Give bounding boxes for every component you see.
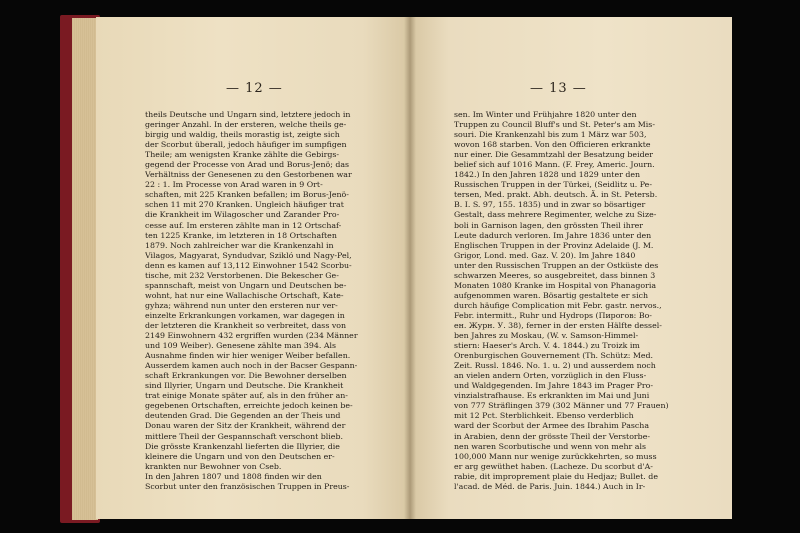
text-line: Monaten 1080 Kranke im Hospital von Phanagoria <box>454 280 656 290</box>
text-line: theils Deutsche und Ungarn sind, letztere jedoch in <box>145 110 351 119</box>
text-line: Scorbut unter den französischen Truppen in Preus- <box>145 481 350 491</box>
text-line: ten 1225 Kranke, im letzteren in 18 Ortschaften <box>145 230 337 240</box>
text-line: durch häufige Complication mit Febr. gastr. nervos., <box>454 300 662 310</box>
text-line: gegend der Processe von Arad und Borus-Jenö; das <box>145 160 350 170</box>
text-line: der Scorbut überall, jedoch häufiger im sumpfigen <box>145 140 347 150</box>
text-line: B. I. S. 97, 155. 1835) und in zwar so bösartiger <box>454 200 646 210</box>
text-line: Gestalt, dass mehrere Regimenter, welche zu Size- <box>454 210 657 220</box>
text-line: unter den Russischen Truppen an der Ostküste des <box>454 260 659 270</box>
text-line: Leute dadurch verloren. Im Jahre 1836 unter den <box>454 230 652 240</box>
text-line: kleinere die Ungarn und von den Deutschen er- <box>145 451 335 461</box>
text-line: sen. Im Winter und Frühjahre 1820 unter den <box>454 110 637 119</box>
text-line: rabie, dit improprement plaie du Hedjaz; Bullet. de <box>454 471 658 481</box>
left-page <box>96 17 410 519</box>
text-line: 22 : 1. Im Processe von Arad waren in 9 Ort- <box>145 180 323 190</box>
right-page <box>410 17 732 519</box>
page-number: — 13 — <box>530 81 587 96</box>
text-line: mit 12 Pct. Sterblichkeit. Ebenso verderblich <box>454 411 634 421</box>
text-line: die Krankheit im Wilagoscher und Zarander Pro- <box>145 210 340 220</box>
text-line: Ausnahme finden wir hier weniger Weiber befallen. <box>145 351 351 361</box>
body-text <box>145 110 385 492</box>
text-line: souri. Die Krankenzahl bis zum 1 März war 503, <box>454 130 647 140</box>
page-edges <box>72 18 98 520</box>
text-line: der letzteren die Krankheit so verbreitet, dass von <box>145 320 347 330</box>
text-line: Grigor, Lond. med. Gaz. V. 20). Im Jahre 1840 <box>454 250 636 260</box>
text-line: einzelte Erkrankungen vorkamen, war dagegen in <box>145 310 345 320</box>
text-line: Orenburgischen Gouvernement (Th. Schütz: Med. <box>454 351 654 361</box>
text-line: belief sich auf 1016 Mann. (F. Frey, Americ. Journ. <box>454 160 655 170</box>
text-line: tersen, Med. prakt. Abh. deutsch. Ä. in St. Petersb. <box>454 190 658 200</box>
text-line: spannschaft, meist von Ungarn und Deutschen be- <box>145 280 347 290</box>
text-line: tische, mit 232 Verstorbenen. Die Bekescher Ge- <box>145 270 339 280</box>
text-line: boli in Garnison lagen, den grössten Theil ihrer <box>454 220 643 230</box>
text-line: schwarzen Meeres, so ausgebreitet, dass binnen 3 <box>454 270 656 280</box>
text-line: schaften, mit 225 Kranken befallen; im Borus-Jenö- <box>145 190 349 200</box>
text-line: in Arabien, denn der grösste Theil der Verstorbe- <box>454 431 650 441</box>
text-line: und 109 Weiber). Genesene zählte man 394. Als <box>145 341 337 351</box>
text-line: In den Jahren 1807 und 1808 finden wir den <box>145 471 322 481</box>
text-line: Englischen Truppen in der Provinz Adelaide (J. M. <box>454 240 654 250</box>
text-line: stiern: Haeser's Arch. V. 4. 1844.) zu Troizk im <box>454 341 640 351</box>
text-line: nen waren Scorbutische und wenn von mehr als <box>454 441 646 451</box>
text-line: an vielen andern Orten, vorzüglich in den Fluss- <box>454 371 647 381</box>
text-line: geringer Anzahl. In der ersteren, welche theils ge- <box>145 120 347 130</box>
text-line: birgig und waldig, theils morastig ist, zeigte sich <box>145 130 340 140</box>
text-line: Die grösste Krankenzahl lieferten die Illyrier, die <box>145 441 340 451</box>
text-line: krankten nur Bewohner von Cseb. <box>145 461 282 471</box>
text-line: Russischen Truppen in der Türkei, (Seidlitz u. Pe- <box>454 180 652 190</box>
text-line: gyhza; während nun unter den ersteren nur ver- <box>145 300 338 310</box>
text-line: cesse auf. Im ersteren zählte man in 12 Ortschaf- <box>145 220 342 230</box>
text-line: denn es kamen auf 13,112 Einwohner 1542 Scorbu- <box>145 260 352 270</box>
text-line: schaft Erkrankungen vor. Die Bewohner derselben <box>145 371 347 381</box>
text-line: 1879. Noch zahlreicher war die Krankenzahl in <box>145 240 334 250</box>
text-line: deutenden Grad. Die Gegenden an der Theis und <box>145 411 341 421</box>
text-line: schen 11 mit 270 Kranken. Ungleich häufiger trat <box>145 200 344 210</box>
text-line: sind Illyrier, Ungarn und Deutsche. Die Krankheit <box>145 381 344 391</box>
book-gutter <box>404 17 416 519</box>
text-line: ben Jahres zu Moskau, (W. v. Samson-Himmel- <box>454 331 639 341</box>
text-line: vinzialstrafhause. Es erkrankten im Mai und Juni <box>454 391 650 401</box>
text-line: trat einige Monate später auf, als in den früher an- <box>145 391 348 401</box>
text-line: von 777 Sträflingen 379 (302 Männer und 77 Frauen) <box>454 401 669 411</box>
text-line: Vilagos, Magyarat, Syndudvar, Szikló und Nagy-Pel, <box>145 250 352 260</box>
text-line: Verhältniss der Genesenen zu den Gestorbenen war <box>145 170 352 180</box>
text-line: 1842.) In den Jahren 1828 und 1829 unter den <box>454 170 641 180</box>
text-line: er arg gewüthet haben. (Lacheze. Du scorbut d'A- <box>454 461 653 471</box>
text-line: wovon 168 starben. Von den Officieren erkrankte <box>454 140 651 150</box>
text-line: Donau waren der Sitz der Krankheit, während der <box>145 421 346 431</box>
page-number: — 12 — <box>226 81 283 96</box>
text-line: ward der Scorbut der Armee des Ibrahim Pascha <box>454 421 650 431</box>
text-line: Febr. intermitt., Ruhr und Hydrops (Пирогов: Bo- <box>454 310 652 320</box>
text-line: mittlere Theil der Gespannschaft verschont blieb. <box>145 431 343 441</box>
text-line: gegebenen Ortschaften, erreichte jedoch keinen be- <box>145 401 353 411</box>
text-line: 100,000 Mann nur wenige zurückkehrten, so muss <box>454 451 657 461</box>
text-line: wohnt, hat nur eine Wallachische Ortschaft, Kate- <box>145 290 344 300</box>
text-line: Truppen zu Council Bluff's und St. Peter's am Mis- <box>454 120 655 130</box>
text-line: nur einer. Die Gesammtzahl der Besatzung beider <box>454 150 653 160</box>
text-line: aufgenommen waren. Bösartig gestaltete er sich <box>454 290 649 300</box>
text-line: Ausserdem kamen auch noch in der Bacser Gespann- <box>145 361 358 371</box>
text-line: l'acad. de Méd. de Paris. Juin. 1844.) Auch in Ir- <box>454 481 646 491</box>
body-text <box>454 110 702 492</box>
text-line: Theile; am wenigsten Kranke zählte die Gebirgs- <box>145 150 340 160</box>
text-line: ен. Журн. У. 38), ferner in der ersten Hälfte dessel- <box>454 320 662 330</box>
text-line: und Waldgegenden. Im Jahre 1843 im Prager Pro- <box>454 381 653 391</box>
text-line: 2149 Einwohnern 432 ergriffen wurden (234 Männer <box>145 331 358 341</box>
text-line: Zeit. Russl. 1846. No. 1. u. 2) und ausserdem noch <box>454 361 656 371</box>
